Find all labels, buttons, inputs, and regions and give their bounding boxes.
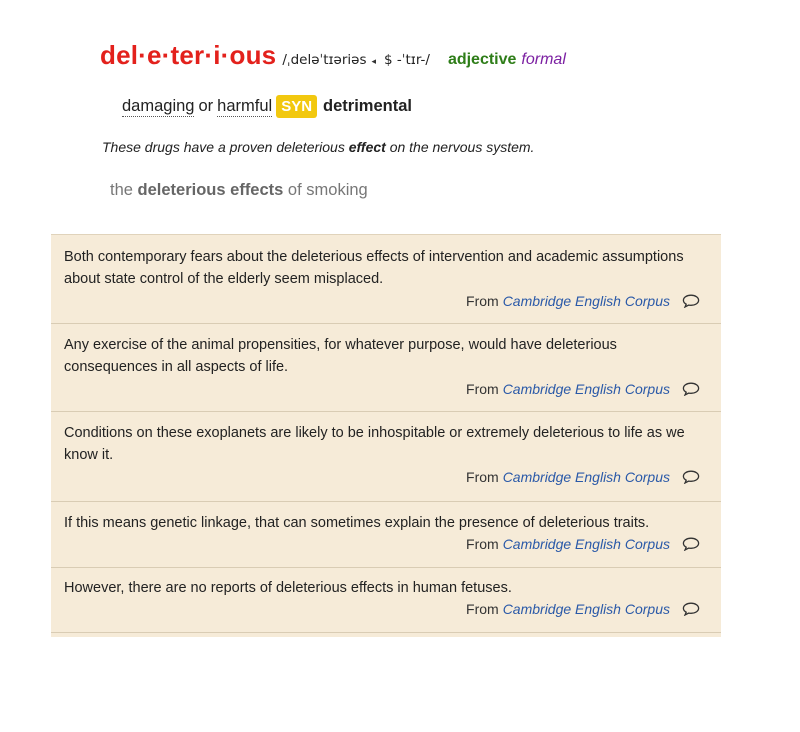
- corpus-source: [466, 293, 700, 309]
- comment-bubble-icon[interactable]: [682, 294, 700, 308]
- corpus-source: [466, 536, 700, 552]
- example-text: These drugs have a proven deleterious: [102, 139, 349, 155]
- source-link[interactable]: Cambridge English Corpus: [502, 293, 670, 309]
- example-collocation: deleterious effects: [137, 181, 284, 199]
- synonym-word[interactable]: detrimental: [323, 97, 412, 115]
- corpus-example-text: If this means genetic linkage, that can sometimes explain the presence of deleterious traits.: [64, 515, 650, 531]
- source-link[interactable]: Cambridge English Corpus: [502, 536, 670, 552]
- example-collocation: effect: [348, 139, 386, 155]
- source-from-label: From: [466, 469, 499, 485]
- corpus-example-text: Any exercise of the animal propensities, for whatever purpose, would have deleterious consequences in all aspects of life.: [64, 337, 617, 375]
- source-link[interactable]: Cambridge English Corpus: [502, 601, 670, 617]
- corpus-example: [51, 324, 721, 412]
- source-from-label: From: [466, 381, 499, 397]
- example-text: of smoking: [283, 181, 368, 199]
- corpus-example: [51, 502, 721, 568]
- corpus-example: [51, 235, 721, 324]
- source-from-label: From: [466, 536, 499, 552]
- headword-row: [100, 40, 566, 71]
- comment-bubble-icon[interactable]: [682, 602, 700, 616]
- corpus-example-text: Both contemporary fears about the deleterious effects of intervention and academic assumptions about state control of the elderly seem misplaced.: [64, 249, 684, 287]
- corpus-source: [466, 381, 700, 397]
- example-sentence: [102, 139, 534, 155]
- corpus-example: [51, 568, 721, 633]
- source-from-label: From: [466, 293, 499, 309]
- corpus-example: [51, 412, 721, 502]
- corpus-example-text: However, there are no reports of deleterious effects in human fetuses.: [64, 580, 512, 596]
- definition-word-damaging[interactable]: damaging: [122, 96, 195, 115]
- pronunciation-uk: /ˌdeləˈtɪəriəs: [282, 52, 367, 68]
- source-from-label: From: [466, 601, 499, 617]
- part-of-speech: adjective: [447, 51, 517, 68]
- pronunciation-us: $ -ˈtɪr-/: [384, 52, 430, 68]
- corpus-source: [466, 601, 700, 617]
- source-link[interactable]: Cambridge English Corpus: [502, 381, 670, 397]
- definition-word-harmful[interactable]: harmful: [217, 96, 273, 115]
- comment-bubble-icon[interactable]: [682, 537, 700, 551]
- register-label: formal: [521, 51, 566, 68]
- corpus-example-text: Conditions on these exoplanets are likely to be inhospitable or extremely deleterious to life as we know it.: [64, 425, 685, 463]
- source-link[interactable]: Cambridge English Corpus: [502, 469, 670, 485]
- example-text: on the nervous system.: [385, 139, 535, 155]
- corpus-examples-box: [51, 234, 721, 637]
- syn-badge: SYN: [276, 95, 317, 118]
- comment-bubble-icon[interactable]: [682, 470, 700, 484]
- example-phrase: [110, 181, 368, 200]
- headword: del·e·ter·i·ous: [100, 40, 277, 70]
- corpus-source: [466, 469, 700, 485]
- speaker-icon[interactable]: ◂: [371, 56, 377, 66]
- definition: [122, 95, 412, 118]
- example-text: the: [110, 181, 138, 199]
- comment-bubble-icon[interactable]: [682, 382, 700, 396]
- definition-connector: or: [198, 97, 214, 115]
